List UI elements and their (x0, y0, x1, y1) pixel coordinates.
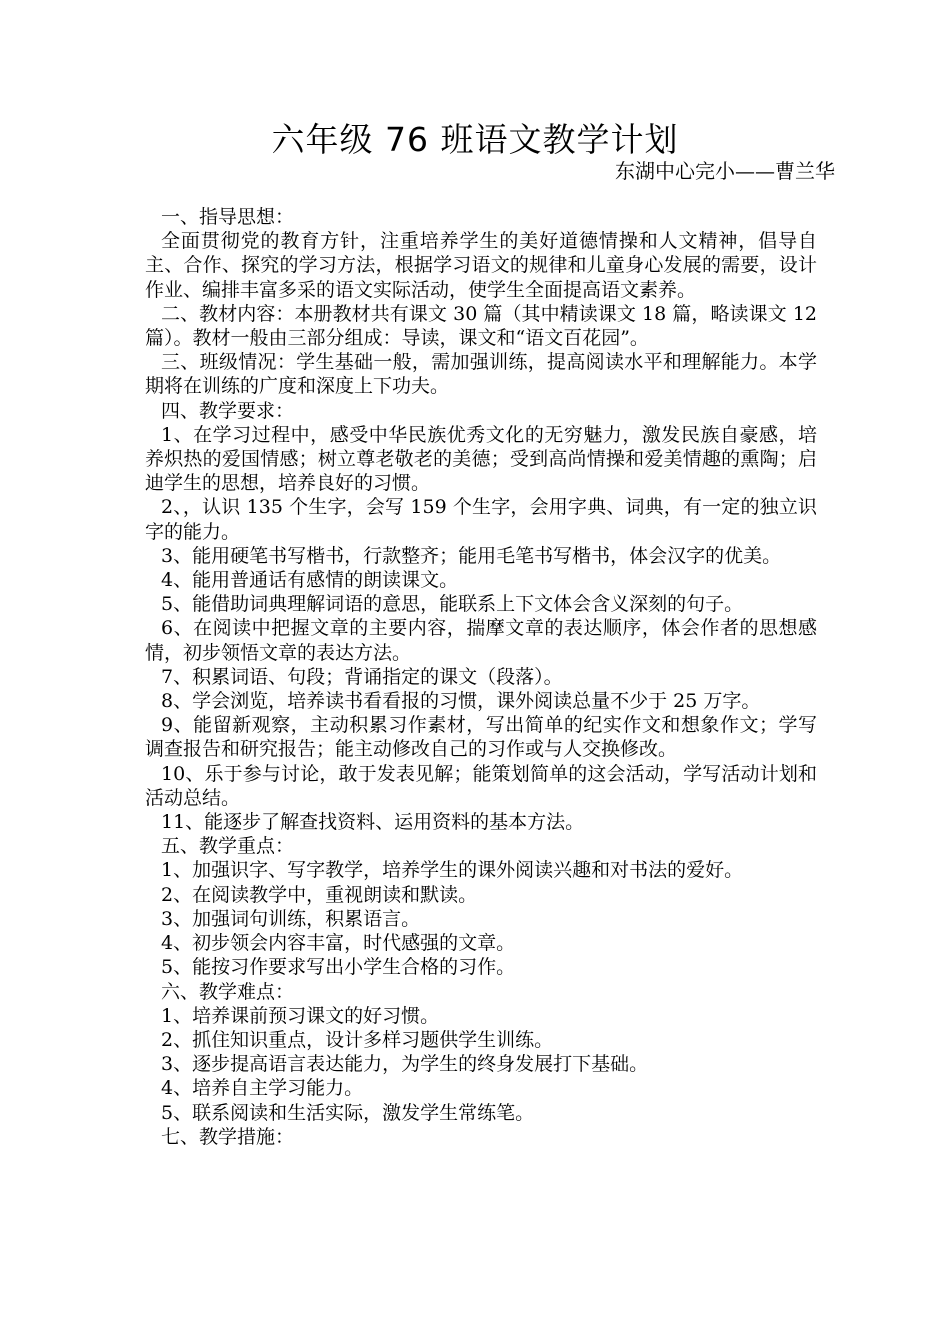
list-item: 4、初步领会内容丰富，时代感强的文章。 (161, 932, 516, 955)
list-item: 1、培养课前预习课文的好习惯。 (161, 1004, 440, 1027)
list-item: 11、能逐步了解查找资料、运用资料的基本方法。 (161, 811, 585, 834)
list-item: 3、加强词句训练，积累语言。 (161, 907, 421, 930)
paragraph: 三、班级情况：学生基础一般，需加强训练，提高阅读水平和理解能力。本学期将在训练的广度和深度上下功夫。 (145, 351, 817, 398)
document-body (145, 205, 817, 1149)
list-item: 6、在阅读中把握文章的主要内容，揣摩文章的表达顺序，体会作者的思想感情，初步领悟文章的表达方法。 (145, 617, 817, 664)
list-item: 7、积累词语、句段；背诵指定的课文（段落）。 (161, 665, 563, 688)
list-item: 2、在阅读教学中，重视朗读和默读。 (161, 883, 478, 906)
section-heading: 七、教学措施： (161, 1125, 295, 1148)
document-title: 六年级 76 班语文教学计划 (271, 120, 679, 159)
section-heading: 六、教学难点： (161, 980, 295, 1003)
paragraph: 全面贯彻党的教育方针，注重培养学生的美好道德情操和人文精神，倡导自主、合作、探究的学习方法，根据学习语文的规律和儿童身心发展的需要，设计作业、编排丰富多采的语文实际活动，使学生全面提高语文素养。 (145, 230, 817, 301)
list-item: 4、培养自主学习能力。 (161, 1077, 364, 1100)
section-heading: 五、教学重点： (161, 835, 295, 858)
list-item: 5、联系阅读和生活实际，激发学生常练笔。 (161, 1101, 535, 1124)
list-item: 1、加强识字、写字教学，培养学生的课外阅读兴趣和对书法的爱好。 (161, 859, 744, 882)
list-item: 10、乐于参与讨论，敢于发表见解；能策划简单的这会活动，学写活动计划和活动总结。 (145, 762, 817, 809)
list-item: 1、在学习过程中，感受中华民族优秀文化的无穷魅力，激发民族自豪感，培养炽热的爱国情感；树立尊老敬老的美德；受到高尚情操和爱美情趣的熏陶；启迪学生的思想，培养良好的习惯。 (145, 423, 817, 495)
section-heading: 四、教学要求： (161, 399, 295, 422)
list-item: 9、能留新观察，主动积累习作素材，写出简单的纪实作文和想象作文；学写调查报告和研究报告；能主动修改自己的习作或与人交换修改。 (145, 714, 817, 761)
list-item: 2、，认识 135 个生字，会写 159 个生字，会用字典、词典，有一定的独立识字的能力。 (145, 496, 817, 543)
list-item: 4、能用普通话有感情的朗读课文。 (161, 569, 459, 592)
list-item: 3、逐步提高语言表达能力，为学生的终身发展打下基础。 (161, 1053, 649, 1076)
list-item: 2、抓住知识重点，设计多样习题供学生训练。 (161, 1028, 554, 1051)
list-item: 3、能用硬笔书写楷书，行款整齐；能用毛笔书写楷书，体会汉字的优美。 (161, 544, 782, 567)
list-item: 8、学会浏览，培养读书看看报的习惯，课外阅读总量不少于 25 万字。 (161, 690, 761, 713)
list-item: 5、能按习作要求写出小学生合格的习作。 (161, 956, 516, 979)
paragraph: 二、教材内容：本册教材共有课文 30 篇（其中精读课文 18 篇，略读课文 12 篇）。教材一般由三部分组成：导读，课文和“语文百花园”。 (145, 302, 817, 350)
document-author: 东湖中心完小——曹兰华 (615, 159, 835, 183)
section-heading: 一、指导思想： (161, 206, 295, 228)
list-item: 5、能借助词典理解词语的意思，能联系上下文体会含义深刻的句子。 (161, 593, 744, 616)
